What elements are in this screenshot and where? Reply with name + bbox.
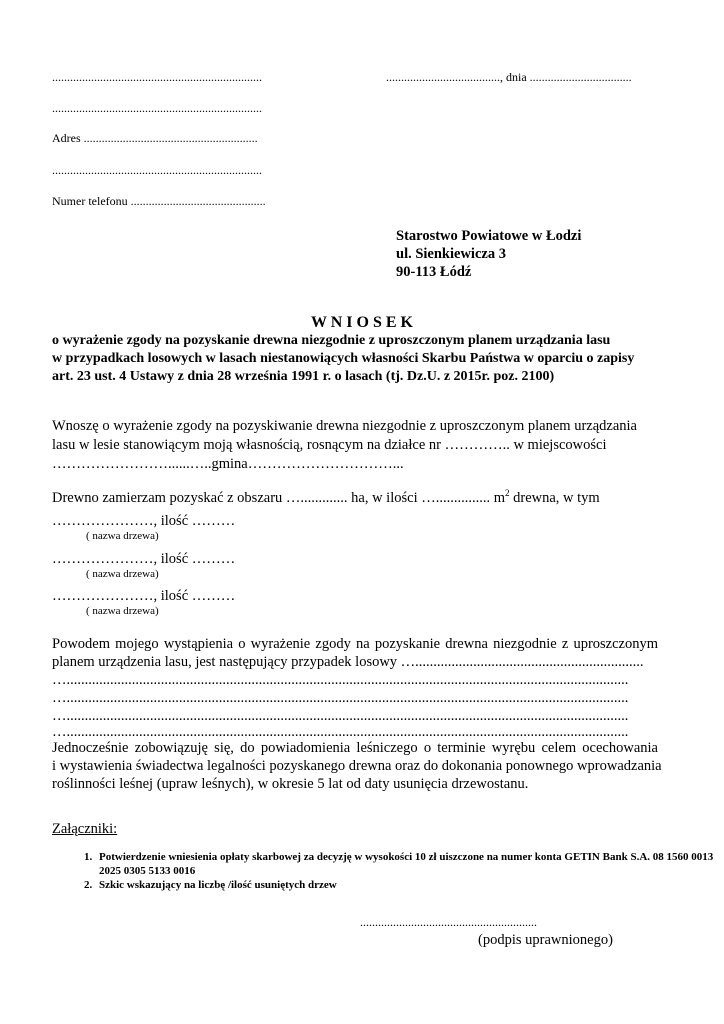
area-text-end: drewna, w tym: [509, 489, 600, 506]
commitment-line-2: i wystawienia świadectwa legalności pozyskanego drewna oraz do dokonania ponownego wprowadzania: [52, 758, 662, 774]
document-title: W N I O S E K: [311, 314, 413, 331]
title-subline-1: o wyrażenie zgody na pozyskanie drewna niezgodnie z uproszczonym planem urządzania lasu: [52, 333, 611, 348]
second-dotted-line: ......................................................................: [52, 101, 262, 115]
reason-line-2: planem urządzenia lasu, jest następujący przypadek losowy …...............................................................: [52, 654, 644, 670]
fourth-dotted-line: ......................................................................: [52, 163, 262, 177]
area-text: Drewno zamierzam pozyskać z obszaru …............. ha, w ilości …............... m: [52, 489, 506, 506]
area-line: [52, 488, 600, 507]
signature-label: (podpis uprawnionego): [478, 932, 613, 948]
attachment-item: 2. Szkic wskazujący na liczbę /ilość usuniętych drzew: [95, 878, 715, 892]
tree-line-1: …………………, ilość ………: [52, 513, 236, 529]
address-line: Adres ..........................................................: [52, 131, 258, 145]
attachments-list: [52, 850, 715, 892]
request-line-2: lasu w lesie stanowiącym moją własnością, rosnącym na działce nr ………….. w miejscowości: [52, 437, 607, 453]
recipient-line-2: ul. Sienkiewicza 3: [396, 246, 506, 262]
tree-caption-3: ( nazwa drzewa): [86, 605, 159, 617]
tree-line-3: …………………, ilość ………: [52, 588, 236, 604]
reason-line-1: Powodem mojego wystąpienia o wyrażenie zgody na pozyskanie drewna niezgodnie z uproszczonym: [52, 636, 658, 652]
title-subline-3: art. 23 ust. 4 Ustawy z dnia 28 września 1991 r. o lasach (tj. Dz.U. z 2015r. poz. 2100): [52, 369, 555, 384]
request-line-1: Wnoszę o wyrażenie zgody na pozyskiwanie drewna niezgodnie z uproszczonym planem urządzania: [52, 418, 637, 434]
recipient-line-1: Starostwo Powiatowe w Łodzi: [396, 228, 582, 244]
reason-dotted-1: …...........................................................................................................................................................: [52, 672, 629, 688]
signature-dotted-line: ...........................................................: [360, 915, 537, 929]
attachment-item: 1. Potwierdzenie wniesienia opłaty skarbowej za decyzję w wysokości 10 zł uiszczone na numer konta GETIN Bank S.A. 08 1560 0013 2025 0305 5133 0016: [95, 850, 715, 878]
request-line-3: ……………………......…..gmina…………………………...: [52, 456, 404, 472]
tree-caption-1: ( nazwa drzewa): [86, 530, 159, 542]
attachments-heading: Załączniki:: [52, 821, 118, 837]
tree-line-2: …………………, ilość ………: [52, 551, 236, 567]
name-dotted-line: ......................................................................: [52, 70, 262, 84]
commitment-line-1: Jednocześnie zobowiązuję się, do powiadomienia leśniczego o terminie wyrębu celem ocechowania: [52, 740, 658, 756]
place-date-line: ......................................, dnia ..................................: [386, 70, 632, 84]
title-subline-2: w przypadkach losowych w lasach niestanowiących własności Skarbu Państwa w oparciu o zapisy: [52, 351, 635, 366]
reason-dotted-3: …...........................................................................................................................................................: [52, 708, 629, 724]
reason-dotted-4: …...........................................................................................................................................................: [52, 724, 629, 740]
tree-caption-2: ( nazwa drzewa): [86, 568, 159, 580]
reason-dotted-2: …...........................................................................................................................................................: [52, 690, 629, 706]
recipient-line-3: 90-113 Łódź: [396, 264, 472, 280]
commitment-line-3: roślinności leśnej (upraw leśnych), w okresie 5 lat od daty usunięcia drzewostanu.: [52, 776, 529, 792]
phone-line: Numer telefonu .............................................: [52, 194, 266, 208]
area-unit-exponent: 2: [505, 488, 510, 498]
